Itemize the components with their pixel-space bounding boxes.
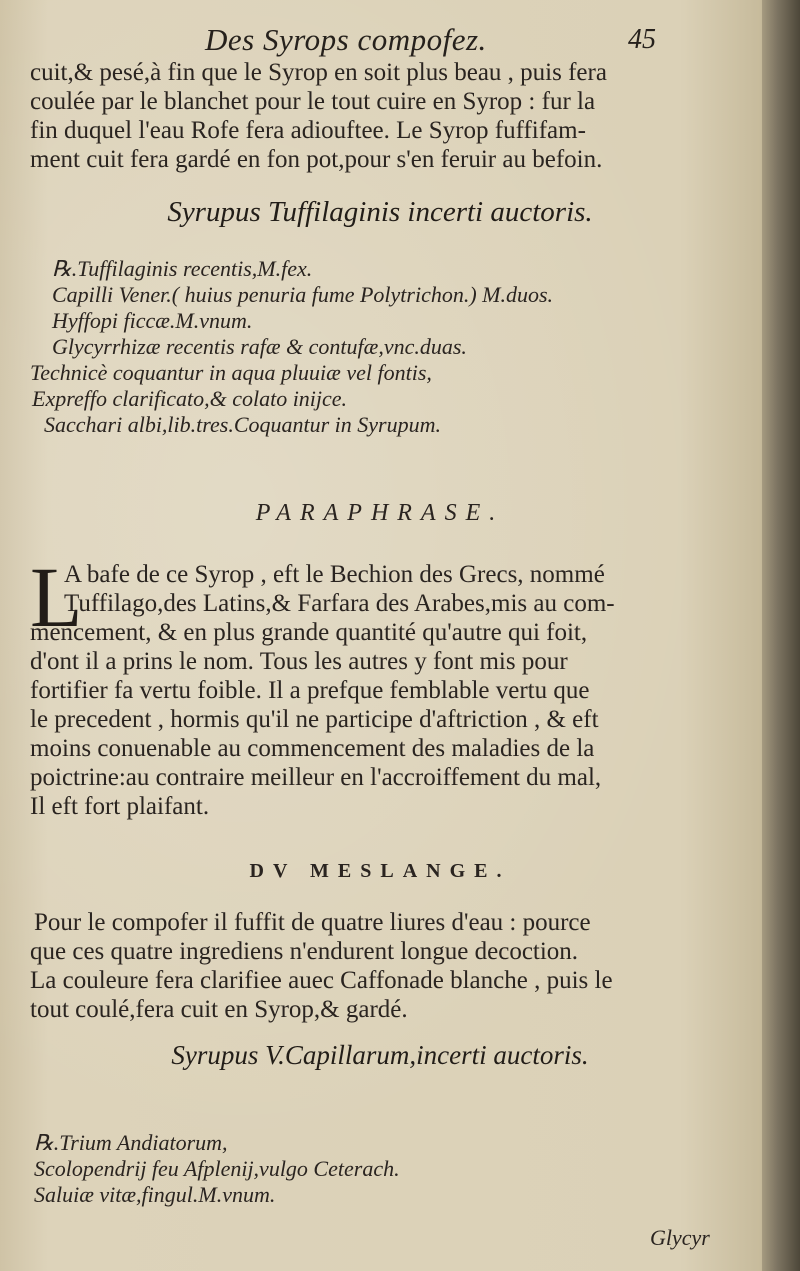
paraphrase-paragraph [30,560,730,821]
text-line: fin duquel l'eau Rofe fera adiouftee. Le Syrop fuffifam- [30,117,586,144]
running-title: Des Syrops compofez. [205,22,487,57]
page-number: 45 [628,24,656,55]
text-line: Tuffilago,des Latins,& Farfara des Arabes,mis au com- [64,590,615,617]
meslange-paragraph [30,908,730,1024]
page-edge [762,0,800,1271]
catchword: Glycyr [650,1225,710,1250]
ingredient-line: Scolopendrij feu Afplenij,vulgo Ceterach. [34,1156,400,1181]
recipe-ingredients [30,256,752,438]
intro-paragraph [30,58,730,174]
text-line: poictrine:au contraire meilleur en l'accroiffement du mal, [30,764,602,791]
text-line: tout coulé,fera cuit en Syrop,& gardé. [30,996,408,1023]
ingredient-line: Technicè coquantur in aqua pluuiæ vel fontis, [30,360,432,385]
text-line: La couleure fera clarifiee auec Caffonade blanche , puis le [30,967,613,994]
text-line: fortifier fa vertu foible. Il a prefque femblable vertu que [30,677,590,704]
ingredient-line: Hyffopi ficcæ.M.vnum. [52,308,253,333]
drop-cap: L [30,549,83,645]
recipe-title: Syrupus V.Capillarum,incerti auctoris. [171,1040,589,1070]
ingredient-line: Glycyrrhizæ recentis rafæ & contufæ,vnc.duas. [52,334,467,359]
ingredient-line: Sacchari albi,lib.tres.Coquantur in Syrupum. [44,412,442,437]
text-line: moins conuenable au commencement des maladies de la [30,735,595,762]
text-line: Pour le compofer il fuffit de quatre liures d'eau : pource [34,909,591,936]
meslange-title: DV MESLANGE. [249,860,511,882]
text-line: Il eft fort plaifant. [30,793,210,820]
text-line: d'ont il a prins le nom. Tous les autres y font mis pour [30,648,568,675]
page-header [0,18,760,58]
text-line: le precedent , hormis qu'il ne participe d'aftriction , & eft [30,706,599,733]
text-line: A bafe de ce Syrop , eft le Bechion des Grecs, nommé [64,561,605,588]
ingredient-line: Capilli Vener.( huius penuria fume Polytrichon.) M.duos. [52,282,554,307]
text-line: cuit,& pesé,à fin que le Syrop en soit plus beau , puis fera [30,59,607,86]
text-line: coulée par le blanchet pour le tout cuire en Syrop : fur la [30,88,596,115]
ingredient-line: Expreffo clarificato,& colato inijce. [32,386,348,411]
recipe-title: Syrupus Tuffilaginis incerti auctoris. [167,196,593,228]
ingredient-line: Saluiæ vitæ,fingul.M.vnum. [34,1182,276,1207]
text-line: mencement, & en plus grande quantité qu'autre qui foit, [30,619,588,646]
text-line: ment cuit fera gardé en fon pot,pour s'en feruir au befoin. [30,146,603,173]
text-line: que ces quatre ingrediens n'endurent longue decoction. [30,938,579,965]
paraphrase-title: PARAPHRASE. [255,500,505,526]
ingredient-line: ℞.Trium Andiatorum, [34,1130,228,1155]
recipe-ingredients [34,1130,734,1208]
ingredient-line: ℞.Tuffilaginis recentis,M.fex. [52,256,313,281]
